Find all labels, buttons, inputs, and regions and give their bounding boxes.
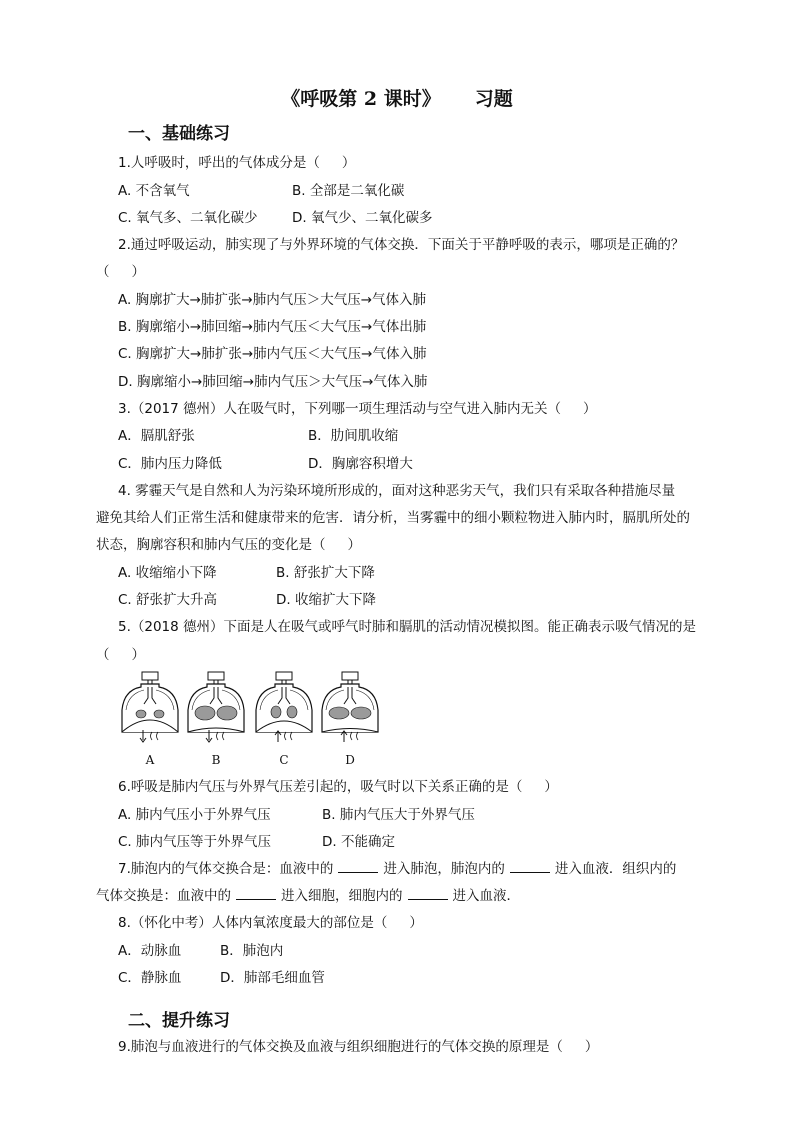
title-sub: 习题 xyxy=(474,88,513,110)
q4-option-d: D. 收缩扩大下降 xyxy=(276,592,376,608)
figure-jar-c xyxy=(256,672,312,742)
q8-option-c: C．静脉血 xyxy=(118,970,182,986)
figure-label-a: A xyxy=(145,753,155,767)
q1-option-c: C. 氧气多、二氧化碳少 xyxy=(118,210,258,226)
page-title xyxy=(0,84,794,111)
q8-stem: 8.（怀化中考）人体内氧浓度最大的部位是（ ） xyxy=(118,915,423,931)
figure-label-b: B xyxy=(211,753,221,767)
q7-line1: 7.肺泡内的气体交换合是：血液中的 进入肺泡，肺泡内的 进入血液．组织内的 xyxy=(118,861,677,877)
title-main: 《呼吸第 2 课时》 xyxy=(281,88,441,110)
q7-blank-2[interactable] xyxy=(510,860,550,873)
section-heading-advanced: 二、提升练习 xyxy=(128,1011,230,1031)
q6-stem: 6.呼吸是肺内气压与外界气压差引起的，吸气时以下关系正确的是（ ） xyxy=(118,779,558,795)
q9-stem: 9.肺泡与血液进行的气体交换及血液与组织细胞进行的气体交换的原理是（ ） xyxy=(118,1039,599,1055)
section-heading-basic: 一、基础练习 xyxy=(128,124,230,144)
q5-stem-paren: （ ） xyxy=(96,647,145,663)
q4-stem-line2: 避免其给人们正常生活和健康带来的危害．请分析，当雾霾中的细小颗粒物进入肺内时，膈肌所处的 xyxy=(96,510,690,526)
q3-option-a: A．膈肌舒张 xyxy=(118,428,195,444)
q1-stem: 1.人呼吸时，呼出的气体成分是（ ） xyxy=(118,155,356,171)
figure-label-c: C xyxy=(279,753,289,767)
q3-stem: 3.（2017 德州）人在吸气时，下列哪一项生理活动与空气进入肺内无关（ ） xyxy=(118,401,597,417)
q4-stem-line1: 4. 雾霾天气是自然和人为污染环境所形成的，面对这种恶劣天气，我们只有采取各种措施尽量 xyxy=(118,483,676,499)
q8-option-a: A．动脉血 xyxy=(118,943,182,959)
q3-option-c: C．肺内压力降低 xyxy=(118,456,222,472)
q8-option-d: D．肺部毛细血管 xyxy=(220,970,325,986)
q6-option-d: D. 不能确定 xyxy=(322,834,395,850)
q4-option-c: C. 舒张扩大升高 xyxy=(118,592,218,608)
q7-blank-4[interactable] xyxy=(408,887,448,900)
q6-option-c: C. 肺内气压等于外界气压 xyxy=(118,834,272,850)
q6-option-b: B. 肺内气压大于外界气压 xyxy=(322,807,475,823)
q5-stem: 5.（2018 德州）下面是人在吸气或呼气时肺和膈肌的活动情况模拟图。能正确表示吸气情况的是 xyxy=(118,619,697,635)
q2-option-c: C. 胸廓扩大→肺扩张→肺内气压＜大气压→气体入肺 xyxy=(118,346,427,362)
q2-stem: 2.通过呼吸运动，肺实现了与外界环境的气体交换．下面关于平静呼吸的表示，哪项是正确的？ xyxy=(118,237,685,253)
q3-option-b: B．肋间肌收缩 xyxy=(308,428,399,444)
q7-line2: 气体交换是：血液中的 进入细胞，细胞内的 进入血液． xyxy=(96,888,520,904)
q7-blank-3[interactable] xyxy=(236,887,276,900)
q1-option-a: A. 不含氧气 xyxy=(118,183,190,199)
figure-jar-b xyxy=(188,672,244,742)
q3-option-d: D．胸廓容积增大 xyxy=(308,456,413,472)
figure-jar-a xyxy=(122,672,178,742)
q2-stem-paren: （ ） xyxy=(96,264,145,280)
q2-option-d: D. 胸廓缩小→肺回缩→肺内气压＞大气压→气体入肺 xyxy=(118,374,428,390)
lung-model-figure xyxy=(112,670,392,770)
q6-option-a: A. 肺内气压小于外界气压 xyxy=(118,807,271,823)
q4-option-b: B. 舒张扩大下降 xyxy=(276,565,375,581)
figure-label-d: D xyxy=(345,753,355,767)
q2-option-a: A. 胸廓扩大→肺扩张→肺内气压＞大气压→气体入肺 xyxy=(118,292,427,308)
q7-blank-1[interactable] xyxy=(338,860,378,873)
q1-option-b: B. 全部是二氧化碳 xyxy=(292,183,405,199)
figure-jar-d xyxy=(322,672,378,742)
q1-option-d: D. 氧气少、二氧化碳多 xyxy=(292,210,433,226)
q2-option-b: B. 胸廓缩小→肺回缩→肺内气压＜大气压→气体出肺 xyxy=(118,319,427,335)
q4-stem-line3: 状态，胸廓容积和肺内气压的变化是（ ） xyxy=(96,537,361,553)
q4-option-a: A. 收缩缩小下降 xyxy=(118,565,217,581)
q8-option-b: B．肺泡内 xyxy=(220,943,284,959)
